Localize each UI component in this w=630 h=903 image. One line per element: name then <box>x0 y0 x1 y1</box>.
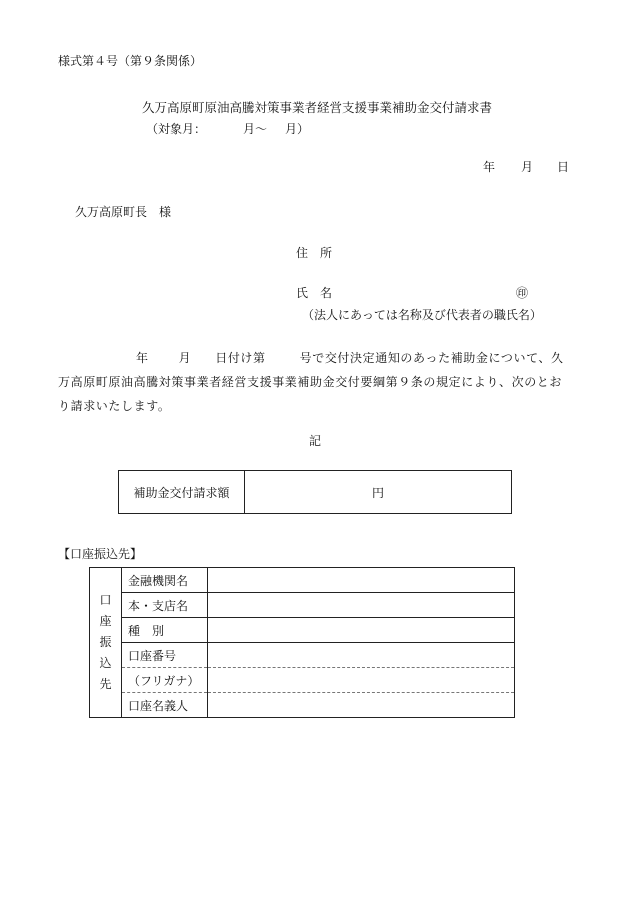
bank-account-table <box>89 567 515 718</box>
amount-unit: 円 <box>371 485 384 500</box>
document-title: 久万高原町原油高騰対策事業者経営支援事業補助金交付請求書 <box>142 100 493 115</box>
account-type-label: 種 別 <box>122 618 208 643</box>
body-month: 月 <box>178 351 192 365</box>
amount-table <box>118 470 512 514</box>
address-label: 住 所 <box>296 246 333 260</box>
amount-field[interactable] <box>245 471 512 514</box>
target-period-month-to: 月） <box>285 122 310 136</box>
form-number: 様式第４号（第９条関係） <box>58 54 203 68</box>
body-text-rest: 号で交付決定通知のあった補助金について、久万高原町原油高騰対策事業者経営支援事業補助金交付要綱第９条の規定により、次のとおり請求いたします。 <box>58 351 564 413</box>
amount-label: 補助金交付請求額 <box>119 471 245 514</box>
account-number-label: 口座番号 <box>122 643 208 668</box>
bank-side-label: 口 座 振 込 先 <box>90 568 122 718</box>
date-day: 日 <box>557 160 570 174</box>
seal-mark: ㊞ <box>516 286 529 300</box>
account-type-field[interactable] <box>208 618 515 643</box>
account-number-field[interactable] <box>208 643 515 668</box>
addressee: 久万高原町長 様 <box>75 205 172 219</box>
branch-name-label: 本・支店名 <box>122 593 208 618</box>
account-holder-label: 口座名義人 <box>122 693 208 718</box>
furigana-field[interactable] <box>208 668 515 693</box>
account-holder-field[interactable] <box>208 693 515 718</box>
body-day-number: 日付け第 <box>215 351 266 365</box>
bank-section-heading: 【口座振込先】 <box>58 547 143 561</box>
bank-name-label: 金融機関名 <box>122 568 208 593</box>
target-period-month-from: 月～ <box>243 122 268 136</box>
branch-name-field[interactable] <box>208 593 515 618</box>
furigana-label: （フリガナ） <box>122 668 208 693</box>
bank-name-field[interactable] <box>208 568 515 593</box>
ki-heading: 記 <box>309 434 322 448</box>
request-paragraph <box>58 346 573 418</box>
date-year: 年 <box>483 160 496 174</box>
body-year: 年 <box>136 351 149 365</box>
name-label: 氏 名 <box>296 286 333 300</box>
target-period-open: （対象月： <box>146 122 207 136</box>
date-month: 月 <box>521 160 534 174</box>
corporate-note: （法人にあっては名称及び代表者の職氏名） <box>302 308 542 322</box>
